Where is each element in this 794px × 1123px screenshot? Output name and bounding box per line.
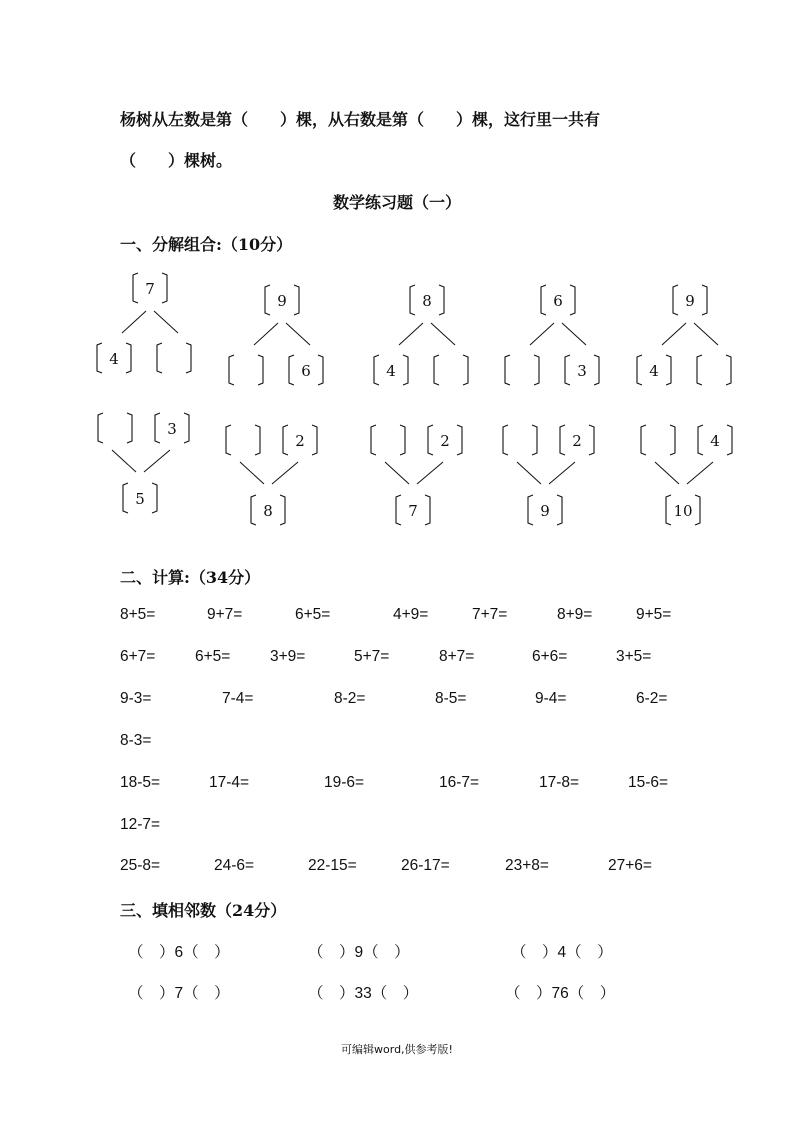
calc-item: 17-8= [539, 774, 580, 791]
part-right-box [697, 355, 731, 385]
calc-item: 4+9= [393, 606, 429, 623]
calc-item: 7+7= [472, 606, 508, 623]
bracket-value: 9 [540, 502, 550, 520]
part-left-box [229, 355, 263, 385]
bracket-shape [641, 425, 675, 455]
bracket-shape [226, 425, 260, 455]
neighbor-item: （ ）9（ ） [308, 944, 410, 961]
bracket-value: 8 [263, 502, 273, 520]
calc-item: 3+9= [270, 648, 306, 665]
bracket-value: 2 [440, 432, 450, 450]
bracket-value: 4 [109, 350, 119, 368]
bracket-shape [503, 425, 537, 455]
calc-item: 27+6= [608, 857, 652, 874]
calc-item: 15-6= [628, 774, 669, 791]
top-total-box [133, 273, 167, 303]
bracket-shape [434, 355, 468, 385]
part-right-box [698, 425, 732, 455]
branch-line [694, 323, 718, 345]
intro-line-1: 杨树从左数是第（ ）棵，从右数是第（ ）棵，这行里一共有 [120, 110, 601, 129]
footer-note: 可编辑word,供参考版! [341, 1043, 453, 1056]
calc-item: 12-7= [120, 816, 161, 833]
top-total-box [410, 285, 444, 315]
bottom-total-box [396, 495, 430, 525]
part-right-box [283, 425, 317, 455]
calc-item: 26-17= [401, 857, 450, 874]
decomposition-trees [0, 260, 794, 535]
bracket-value: 6 [553, 292, 563, 310]
calc-item: 17-4= [209, 774, 250, 791]
calc-item: 8-2= [334, 690, 366, 707]
calc-item: 8+9= [557, 606, 593, 623]
calc-item: 6+5= [195, 648, 231, 665]
branch-line [417, 462, 443, 484]
branch-line [240, 462, 264, 484]
bracket-shape [98, 413, 132, 443]
bracket-shape [697, 355, 731, 385]
neighbor-item: （ ）7（ ） [128, 985, 230, 1002]
calc-item: 16-7= [439, 774, 480, 791]
calc-item: 8-5= [435, 690, 467, 707]
calc-item: 6-2= [636, 690, 668, 707]
branch-line [112, 450, 136, 472]
part-left-box [98, 413, 132, 443]
branch-line [254, 323, 278, 345]
branch-line [122, 311, 146, 333]
bracket-value: 4 [710, 432, 720, 450]
calc-item: 6+6= [532, 648, 568, 665]
branch-line [154, 311, 178, 333]
calc-item: 8-3= [120, 732, 152, 749]
section2-heading: 二、计算:（34分） [120, 568, 261, 587]
branch-line [431, 323, 455, 345]
calc-item: 22-15= [308, 857, 357, 874]
page-title: 数学练习题（一） [332, 193, 461, 212]
bottom-total-box [251, 495, 285, 525]
branch-line [562, 323, 586, 345]
bracket-shape [157, 343, 191, 373]
calc-item: 24-6= [214, 857, 255, 874]
part-right-box [157, 343, 191, 373]
neighbor-item: （ ）33（ ） [308, 985, 419, 1002]
bracket-value: 3 [167, 420, 177, 438]
section3-heading: 三、填相邻数（24分） [120, 901, 287, 920]
part-right-box [155, 413, 189, 443]
part-right-box [565, 355, 599, 385]
part-right-box [560, 425, 594, 455]
part-left-box [505, 355, 539, 385]
top-total-box [541, 285, 575, 315]
bracket-shape [371, 425, 405, 455]
calc-item: 7-4= [222, 690, 254, 707]
bracket-value: 10 [673, 502, 693, 520]
bottom-total-box [123, 483, 157, 513]
bracket-value: 9 [277, 292, 287, 310]
branch-line [144, 450, 170, 472]
calc-item: 9-4= [535, 690, 567, 707]
bracket-value: 5 [135, 490, 145, 508]
branch-line [530, 323, 554, 345]
neighbor-item: （ ）76（ ） [505, 985, 616, 1002]
branch-line [549, 462, 575, 484]
bottom-total-box [666, 495, 700, 525]
top-total-box [265, 285, 299, 315]
bracket-value: 4 [649, 362, 659, 380]
calc-item: 3+5= [616, 648, 652, 665]
neighbor-item: （ ）6（ ） [128, 944, 230, 961]
part-left-box [637, 355, 671, 385]
bracket-value: 8 [422, 292, 432, 310]
part-left-box [371, 425, 405, 455]
bottom-total-box [528, 495, 562, 525]
calc-item: 18-5= [120, 774, 161, 791]
intro-line-2: （ ）棵树。 [120, 151, 233, 170]
bracket-value: 9 [685, 292, 695, 310]
branch-line [385, 462, 409, 484]
part-right-box [289, 355, 323, 385]
calc-item: 23+8= [505, 857, 549, 874]
section1-heading: 一、分解组合:（10分） [120, 235, 293, 254]
calc-item: 9+7= [207, 606, 243, 623]
calc-item: 25-8= [120, 857, 161, 874]
branch-line [655, 462, 679, 484]
part-left-box [97, 343, 131, 373]
branch-line [286, 323, 310, 345]
calc-item: 8+7= [439, 648, 475, 665]
part-left-box [641, 425, 675, 455]
bracket-value: 7 [145, 280, 155, 298]
bracket-value: 4 [386, 362, 396, 380]
part-right-box [434, 355, 468, 385]
top-total-box [673, 285, 707, 315]
part-left-box [374, 355, 408, 385]
bracket-value: 2 [295, 432, 305, 450]
calc-item: 5+7= [354, 648, 390, 665]
part-left-box [503, 425, 537, 455]
bracket-value: 2 [572, 432, 582, 450]
branch-line [399, 323, 423, 345]
bracket-shape [229, 355, 263, 385]
branch-line [687, 462, 713, 484]
neighbor-item: （ ）4（ ） [511, 944, 613, 961]
calc-item: 6+7= [120, 648, 156, 665]
bracket-value: 6 [301, 362, 311, 380]
calc-item: 9+5= [636, 606, 672, 623]
bracket-value: 3 [577, 362, 587, 380]
part-right-box [428, 425, 462, 455]
bracket-value: 7 [408, 502, 418, 520]
branch-line [662, 323, 686, 345]
branch-line [272, 462, 298, 484]
calc-item: 6+5= [295, 606, 331, 623]
branch-line [517, 462, 541, 484]
part-left-box [226, 425, 260, 455]
calc-item: 19-6= [324, 774, 365, 791]
calc-item: 8+5= [120, 606, 156, 623]
calc-item: 9-3= [120, 690, 152, 707]
bracket-shape [505, 355, 539, 385]
